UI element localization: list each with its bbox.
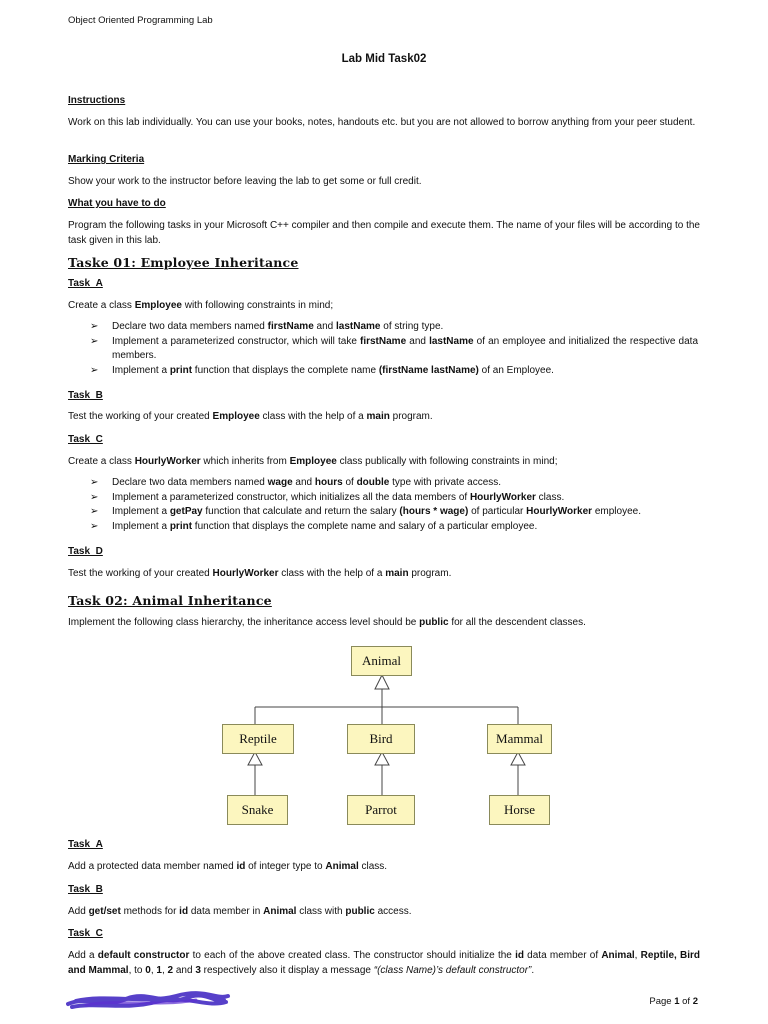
task02-c-label: Task_C bbox=[68, 928, 103, 939]
task02-b-text: Add get/set methods for id data member in Animal class with public access. bbox=[68, 906, 412, 917]
class-box-animal: Animal bbox=[351, 646, 412, 676]
page-title: Lab Mid Task02 bbox=[341, 53, 427, 65]
class-box-snake: Snake bbox=[227, 795, 288, 825]
list-item: ➢ Implement a print function that displays the complete name and salary of a particular employee. bbox=[90, 520, 698, 535]
arrow-bullet-icon: ➢ bbox=[90, 520, 99, 532]
class-box-parrot: Parrot bbox=[347, 795, 415, 825]
arrow-bullet-icon: ➢ bbox=[90, 335, 99, 347]
arrow-bullet-icon: ➢ bbox=[90, 364, 99, 376]
task01-a-intro: Create a class Employee with following constraints in mind; bbox=[68, 300, 334, 311]
class-box-horse: Horse bbox=[489, 795, 550, 825]
task01-heading: Taske 01: Employee Inheritance bbox=[68, 255, 299, 270]
task02-heading: Task 02: Animal Inheritance bbox=[68, 593, 272, 608]
running-header: Object Oriented Programming Lab bbox=[68, 15, 213, 26]
redaction-scribble bbox=[66, 990, 236, 1014]
arrow-bullet-icon: ➢ bbox=[90, 506, 99, 518]
task01-d-text: Test the working of your created HourlyWorker class with the help of a main program. bbox=[68, 568, 452, 579]
list-item: ➢ Implement a print function that displays the complete name (firstName lastName) of an Employee. bbox=[90, 364, 698, 379]
list-item: ➢ Declare two data members named wage and hours of double type with private access. bbox=[90, 476, 698, 491]
list-item: ➢ Implement a getPay function that calculate and return the salary (hours * wage) of particular HourlyWorker employee. bbox=[90, 505, 698, 520]
instructions-text: Work on this lab individually. You can use your books, notes, handouts etc. but you are not allowed to borrow anything from your peer student. bbox=[68, 117, 696, 128]
what-to-do-text: Program the following tasks in your Microsoft C++ compiler and then compile and execute them. The name of your files will be according to the task given in this lab. bbox=[68, 220, 700, 246]
class-box-bird: Bird bbox=[347, 724, 415, 754]
inheritance-arrowhead bbox=[375, 675, 389, 689]
task01-d-label: Task_D bbox=[68, 546, 103, 557]
task02-c-text: Add a default constructor to each of the above created class. The constructor should initialize the id data member of Animal, Reptile, Bird and Mammal, to 0, 1, 2 and 3 respectively also it display a message “(class Name)’s default constructor”. bbox=[68, 950, 701, 976]
arrow-bullet-icon: ➢ bbox=[90, 321, 99, 332]
marking-criteria-text: Show your work to the instructor before leaving the lab to get some or full credit. bbox=[68, 176, 422, 187]
instructions-heading: Instructions bbox=[68, 95, 126, 106]
task01-a-bullets bbox=[90, 320, 698, 378]
task01-b-text: Test the working of your created Employee class with the help of a main program. bbox=[68, 411, 433, 422]
class-box-reptile: Reptile bbox=[222, 724, 294, 754]
list-item: ➢ Implement a parameterized constructor, which initializes all the data members of HourlyWorker class. bbox=[90, 491, 698, 506]
marking-criteria-heading: Marking Criteria bbox=[68, 154, 145, 165]
task01-a-label: Task_A bbox=[68, 278, 103, 289]
arrow-bullet-icon: ➢ bbox=[90, 491, 99, 503]
task02-a-label: Task_A bbox=[68, 839, 103, 850]
task02-b-label: Task_B bbox=[68, 884, 103, 895]
page-number: Page 1 of 2 bbox=[649, 996, 698, 1007]
task01-b-label: Task_B bbox=[68, 390, 103, 401]
task01-c-bullets bbox=[90, 476, 698, 534]
class-box-mammal: Mammal bbox=[487, 724, 552, 754]
task02-intro: Implement the following class hierarchy, the inheritance access level should be public for all the descendent classes. bbox=[68, 617, 586, 628]
task01-c-intro: Create a class HourlyWorker which inherits from Employee class publically with following constraints in mind; bbox=[68, 456, 558, 467]
task02-a-text: Add a protected data member named id of integer type to Animal class. bbox=[68, 861, 388, 872]
task01-c-label: Task_C bbox=[68, 434, 103, 445]
list-item: ➢ Declare two data members named firstName and lastName of string type. bbox=[90, 320, 698, 335]
what-to-do-heading: What you have to do bbox=[68, 198, 166, 209]
arrow-bullet-icon: ➢ bbox=[90, 477, 99, 488]
list-item: ➢ Implement a parameterized constructor, which will take firstName and lastName of an employee and initialized the respective data members. bbox=[90, 335, 698, 362]
